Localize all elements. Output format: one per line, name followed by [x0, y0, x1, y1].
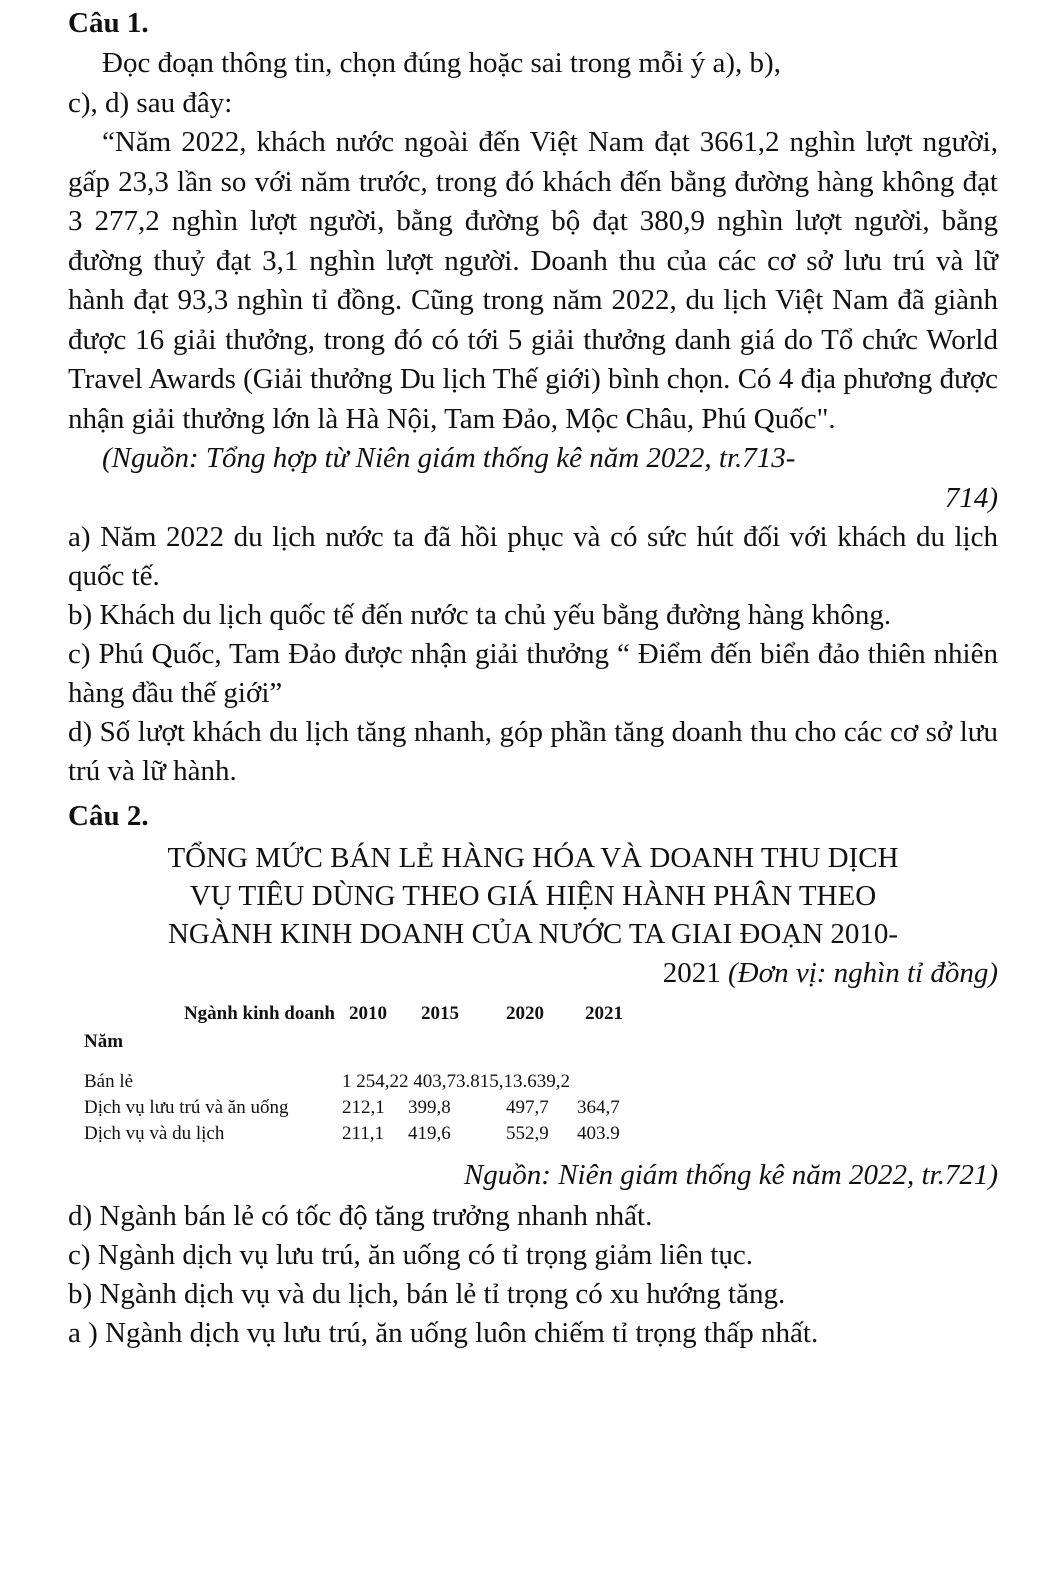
q2-item-c: c) Ngành dịch vụ lưu trú, ăn uống có tỉ trọng giảm liên tục.: [68, 1239, 753, 1271]
q2-item-b: b) Ngành dịch vụ và du lịch, bán lẻ tỉ trọng có xu hướng tăng.: [68, 1278, 786, 1310]
header-year-2021: 2021: [585, 1003, 623, 1024]
cell-value: [342, 1121, 620, 1147]
cell-2015: 2 403,7: [399, 1071, 456, 1092]
question-1: [68, 0, 998, 791]
cell-2015: 419,6: [408, 1123, 451, 1144]
q1-source-line1: (Nguồn: Tổng hợp từ Niên giám thống kê năm 2022, tr.713-: [102, 442, 796, 474]
q2-heading-line3: NGÀNH KINH DOANH CỦA NƯỚC TA GIAI ĐOẠN 2010-: [167, 918, 899, 950]
cell-2010: 212,1: [342, 1097, 385, 1118]
row-label: Dịch vụ lưu trú và ăn uống: [84, 1097, 289, 1118]
q1-passage: “Năm 2022, khách nước ngoài đến Việt Nam đạt 3661,2 nghìn lượt người, gấp 23,3 lần so với năm trước, trong đó khách đến bằng đường hàng không đạt 3 277,2 nghìn lượt người, bằng đường bộ đạt 380,9 nghìn lượt người, bằng đường thuỷ đạt 3,1 nghìn lượt người. Doanh thu của các cơ sở lưu trú và lữ hành đạt 93,3 nghìn tỉ đồng. Cũng trong năm 2022, du lịch Việt Nam đã giành được 16 giải thưởng, trong đó có tới 5 giải thưởng danh giá do Tổ chức World Travel Awards (Giải thưởng Du lịch Thế giới) bình chọn. Có 4 địa phương được nhận giải thưởng lớn là Hà Nội, Tam Đảo, Mộc Châu, Phú Quốc".: [68, 126, 998, 435]
question-2: [68, 797, 998, 1353]
header-sector: Ngành kinh doanh: [183, 1003, 335, 1024]
table-header-row-2: [84, 1027, 623, 1067]
q1-source-line2: 714): [944, 481, 998, 514]
q1-item-b: b) Khách du lịch quốc tế đến nước ta chủ yếu bằng đường hàng không.: [68, 599, 892, 631]
q2-heading-line1: TỔNG MỨC BÁN LẺ HÀNG HÓA VÀ DOANH THU DỊCH: [167, 842, 899, 874]
data-table: [84, 1001, 998, 1147]
table-header-row: [84, 1001, 623, 1027]
q1-item-d: d) Số lượt khách du lịch tăng nhanh, góp phần tăng doanh thu cho các cơ sở lưu trú và lữ hành.: [68, 716, 998, 787]
q1-instruction-line2: c), d) sau đây:: [68, 86, 233, 119]
q2-heading-unit: (Đơn vị: nghìn tỉ đồng): [728, 957, 998, 989]
table-row: [84, 1121, 620, 1147]
question-2-title: Câu 2.: [68, 800, 149, 832]
q1-item-c: c) Phú Quốc, Tam Đảo được nhận giải thưởng “ Điểm đến biển đảo thiên nhiên hàng đầu thế giới”: [68, 638, 998, 709]
row-label: Bán lẻ: [84, 1071, 134, 1092]
q2-heading-year-unit: [68, 953, 998, 993]
cell-2021: 403.9: [577, 1123, 620, 1144]
table-row: [84, 1095, 620, 1121]
header-year-2010: 2010: [349, 1003, 387, 1024]
header-year-2015: 2015: [421, 1003, 459, 1024]
header-year-2020: 2020: [506, 1003, 544, 1024]
q2-heading-line2: VỤ TIÊU DÙNG THEO GIÁ HIỆN HÀNH PHÂN THEO: [189, 880, 877, 912]
cell-2020: 3.815,1: [456, 1071, 513, 1092]
cell-2010: 211,1: [342, 1123, 385, 1144]
q2-heading-year: 2021: [662, 957, 721, 989]
cell-value: [342, 1069, 620, 1095]
cell-2020: 497,7: [506, 1097, 549, 1118]
cell-2021: 3.639,2: [513, 1071, 570, 1092]
q1-instruction-line1: Đọc đoạn thông tin, chọn đúng hoặc sai trong mỗi ý a), b),: [102, 47, 781, 79]
header-year-label: Năm: [84, 1031, 124, 1052]
cell-2015: 399,8: [408, 1097, 451, 1118]
row-label: Dịch vụ và du lịch: [84, 1123, 225, 1144]
q1-item-a: a) Năm 2022 du lịch nước ta đã hồi phục và có sức hút đối với khách du lịch quốc tế.: [68, 521, 998, 592]
cell-2010: 1 254,2: [342, 1071, 399, 1092]
question-1-title: Câu 1.: [68, 7, 149, 39]
q2-item-a: a ) Ngành dịch vụ lưu trú, ăn uống luôn chiếm tỉ trọng thấp nhất.: [68, 1317, 819, 1349]
q2-source: Nguồn: Niên giám thống kê năm 2022, tr.721): [463, 1159, 998, 1191]
cell-2020: 552,9: [506, 1123, 549, 1144]
table-row: [84, 1069, 620, 1095]
q2-item-d: d) Ngành bán lẻ có tốc độ tăng trưởng nhanh nhất.: [68, 1200, 653, 1232]
cell-value: [342, 1095, 620, 1121]
cell-2021: 364,7: [577, 1097, 620, 1118]
